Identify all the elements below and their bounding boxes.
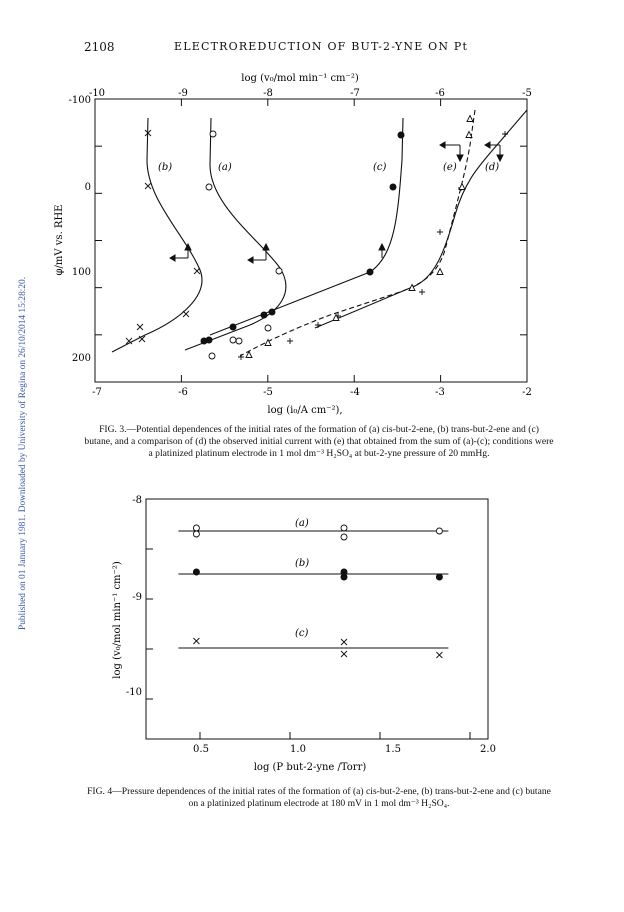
- fig3-data-point: [437, 269, 443, 275]
- fig3-top-tick-labels: [89, 88, 532, 99]
- running-head: ELECTROREDUCTION OF BUT-2-YNE ON Pt: [174, 40, 469, 53]
- fig4-data-point: [341, 534, 347, 540]
- fig4-left-axis-label: log (v₀/mol min⁻¹ cm⁻²): [112, 561, 123, 679]
- fig3-data-point: [137, 324, 143, 330]
- fig3-bottom-tick-label: -3: [435, 387, 445, 398]
- fig3-left-tick-label: 100: [71, 267, 91, 278]
- fig3-data-point: [459, 184, 465, 190]
- fig3-left-tick-label: 200: [71, 353, 91, 364]
- fig4-bottom-tick-label: 1.5: [385, 744, 401, 755]
- fig3-data-point: [398, 132, 404, 138]
- fig4-line-label-b: (b): [295, 558, 310, 569]
- fig3-arrows: [170, 142, 503, 263]
- fig3-data-point: [367, 269, 373, 275]
- fig3-bottom-tick-label: -6: [178, 387, 188, 398]
- fig3-bottom-tick-label: -2: [522, 387, 532, 398]
- fig3-data-point: [269, 309, 275, 315]
- figure-4-caption: FIG. 4—Pressure dependences of the initial rates of the formation of (a) cis-but-2-ene, (b) trans-but-2-ene and (c) butane on a platinized platinum electrode at 180 mV in 1 mol dm⁻³ H₂SO₄.: [87, 786, 551, 809]
- fig4-data-point: [436, 528, 442, 534]
- fig4-left-tick-label: -10: [125, 687, 142, 698]
- fig3-data-point: [467, 116, 473, 122]
- fig3-bottom-tick-label: -4: [350, 387, 360, 398]
- figure-3-caption: FIG. 3.—Potential dependences of the initial rates of the formation of (a) cis-but-2-ene, (b) trans-but-2-ene and (c) butane, and a comparison of (d) the observed initial current with (e) that obtained from the sum of (a)-(c); conditions were a platinized platinum electrode in 1 mol dm⁻³ H₂SO₄ at but-2-yne pressure of 20 mmHg.: [84, 424, 554, 459]
- fig3-left-tick-label: 0: [84, 182, 91, 193]
- fig3-data-point: [209, 353, 215, 359]
- fig4-data-point: [193, 525, 199, 531]
- fig4-data-point: [341, 639, 347, 645]
- fig3-curve-label-d: (d): [485, 162, 500, 173]
- fig4-bottom-tick-label: 2.0: [480, 744, 496, 755]
- fig4-data-point: [341, 574, 347, 580]
- fig3-data-point: [261, 312, 267, 318]
- fig3-data-point: [287, 338, 293, 344]
- fig4-data-point: [436, 574, 442, 580]
- fig3-bottom-tick-label: -5: [263, 387, 273, 398]
- fig3-data-point: [502, 131, 508, 137]
- fig4-data-point: [193, 569, 199, 575]
- figure-3-chart: [0, 0, 624, 420]
- fig4-data-point: [193, 531, 199, 537]
- fig4-data-point: [193, 638, 199, 644]
- curve-d: [315, 110, 527, 328]
- page-number: 2108: [84, 40, 115, 54]
- fig3-data-point: [230, 324, 236, 330]
- fig3-data-point: [206, 184, 212, 190]
- curve-c: [210, 118, 403, 335]
- fig3-bottom-axis-label: log (i₀/A cm⁻²),: [267, 405, 343, 416]
- fig3-ticks: [95, 99, 527, 382]
- fig3-bottom-tick-labels: [92, 387, 532, 398]
- fig4-bottom-tick-label: 0.5: [193, 744, 209, 755]
- fig3-data-point: [265, 325, 271, 331]
- fig4-line-label-c: (c): [295, 628, 309, 639]
- fig3-data-point: [201, 338, 207, 344]
- fig4-bottom-tick-label: 1.0: [290, 744, 306, 755]
- fig4-markers: [193, 525, 442, 658]
- fig3-data-point: [145, 183, 151, 189]
- fig4-line-label-a: (a): [295, 518, 309, 529]
- fig3-data-point: [183, 311, 189, 317]
- fig3-data-point: [419, 289, 425, 295]
- fig3-top-axis-label: log (v₀/mol min⁻¹ cm⁻²): [241, 73, 359, 84]
- fig3-data-point: [390, 184, 396, 190]
- fig3-data-point: [230, 337, 236, 343]
- fig4-bottom-axis-label: log (P but-2-yne /Torr): [253, 762, 367, 773]
- fig3-top-tick-label: -5: [522, 88, 532, 99]
- fig4-left-tick-label: -8: [132, 495, 142, 506]
- fig3-data-point: [194, 268, 200, 274]
- fig3-left-tick-labels: [69, 95, 91, 364]
- fig3-curve-label-a: (a): [218, 162, 232, 173]
- fig3-markers: [126, 116, 508, 361]
- sidebar-text: Published on 01 January 1981. Downloaded by University of Regina on 26/10/2014 15:28:20.: [18, 276, 28, 630]
- fig3-bottom-tick-label: -7: [92, 387, 102, 398]
- figure-4-chart: [0, 480, 624, 780]
- fig4-data-point: [341, 525, 347, 531]
- fig3-curve-label-e: (e): [443, 162, 457, 173]
- fig3-left-tick-label: -100: [68, 95, 91, 106]
- fig3-top-tick-label: -9: [178, 88, 188, 99]
- fig4-left-tick-label: -9: [132, 592, 142, 603]
- fig4-fit-lines: [178, 531, 448, 648]
- fig3-data-point: [210, 131, 216, 137]
- fig3-data-point: [437, 229, 443, 235]
- fig3-data-point: [236, 338, 242, 344]
- fig3-left-axis-label: φ/mV vs. RHE: [54, 204, 65, 276]
- fig3-curve-label-b: (b): [158, 162, 173, 173]
- fig3-curve-label-c: (c): [373, 162, 387, 173]
- fig4-data-point: [341, 651, 347, 657]
- fig4-data-point: [436, 652, 442, 658]
- fig3-top-tick-label: -6: [435, 88, 445, 99]
- fig3-data-point: [276, 268, 282, 274]
- fig3-top-tick-label: -10: [88, 88, 106, 99]
- fig3-top-tick-label: -8: [263, 88, 273, 99]
- fig3-top-tick-label: -7: [350, 88, 360, 99]
- fig3-frame: [95, 99, 527, 382]
